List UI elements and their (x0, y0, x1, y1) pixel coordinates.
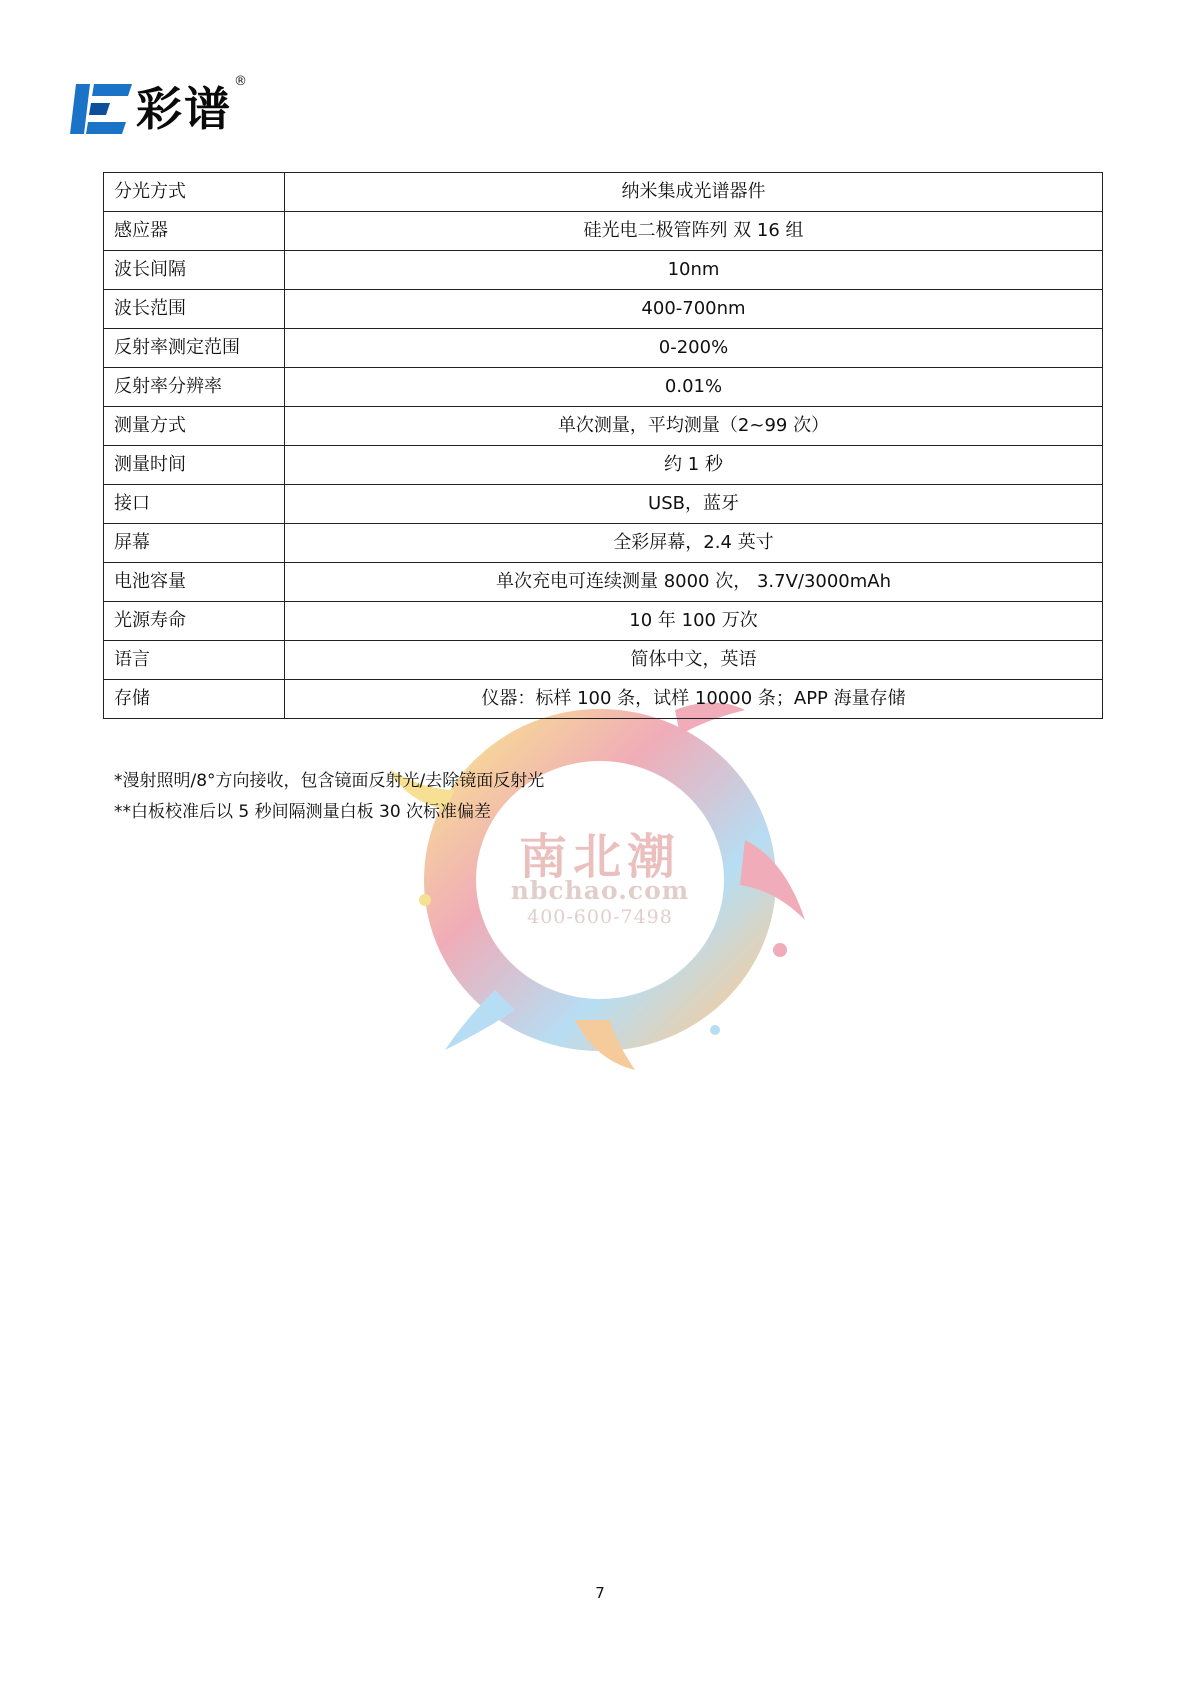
spec-value: USB，蓝牙 (285, 485, 1103, 524)
spec-label: 感应器 (104, 212, 285, 251)
spec-value: 单次充电可连续测量 8000 次， 3.7V/3000mAh (285, 563, 1103, 602)
brand-logo-mark-icon (70, 84, 132, 134)
spec-label: 存储 (104, 680, 285, 719)
table-row (104, 251, 1103, 290)
spec-value: 硅光电二极管阵列 双 16 组 (285, 212, 1103, 251)
spec-value: 纳米集成光谱器件 (285, 173, 1103, 212)
table-row (104, 212, 1103, 251)
footnotes (114, 766, 544, 828)
spec-label: 测量方式 (104, 407, 285, 446)
spec-table (103, 172, 1103, 719)
table-row (104, 368, 1103, 407)
spec-value: 400-700nm (285, 290, 1103, 329)
table-row (104, 563, 1103, 602)
table-row (104, 485, 1103, 524)
spec-value: 单次测量，平均测量（2~99 次） (285, 407, 1103, 446)
page-number: 7 (595, 1584, 605, 1602)
spec-label: 分光方式 (104, 173, 285, 212)
table-row (104, 290, 1103, 329)
spec-label: 电池容量 (104, 563, 285, 602)
spec-value: 0-200% (285, 329, 1103, 368)
table-row (104, 680, 1103, 719)
watermark-name: 南北潮 (518, 829, 681, 885)
spec-label: 反射率测定范围 (104, 329, 285, 368)
spec-value: 10 年 100 万次 (285, 602, 1103, 641)
spec-label: 语言 (104, 641, 285, 680)
spec-label: 波长间隔 (104, 251, 285, 290)
table-row (104, 446, 1103, 485)
spec-value: 全彩屏幕，2.4 英寸 (285, 524, 1103, 563)
table-row (104, 173, 1103, 212)
table-row (104, 524, 1103, 563)
spec-label: 接口 (104, 485, 285, 524)
registered-mark: ® (234, 74, 247, 89)
watermark-phone: 400-600-7498 (527, 906, 673, 928)
watermark-url: nbchao.com (510, 876, 690, 905)
spec-value: 0.01% (285, 368, 1103, 407)
spec-label: 屏幕 (104, 524, 285, 563)
spec-label: 反射率分辨率 (104, 368, 285, 407)
table-row (104, 641, 1103, 680)
spec-value: 约 1 秒 (285, 446, 1103, 485)
brand-logo (70, 72, 247, 134)
spec-label: 光源寿命 (104, 602, 285, 641)
table-row (104, 602, 1103, 641)
brand-name: 彩谱 (136, 82, 232, 136)
table-row (104, 407, 1103, 446)
watermark (385, 690, 815, 1070)
spec-label: 测量时间 (104, 446, 285, 485)
spec-value: 10nm (285, 251, 1103, 290)
footnote-repeatability: **白板校准后以 5 秒间隔测量白板 30 次标准偏差 (114, 802, 492, 822)
footnote-measurement-geometry: *漫射照明/8°方向接收，包含镜面反射光/去除镜面反射光 (114, 771, 545, 791)
spec-value: 简体中文，英语 (285, 641, 1103, 680)
table-row (104, 329, 1103, 368)
spec-label: 波长范围 (104, 290, 285, 329)
spec-value: 仪器：标样 100 条，试样 10000 条；APP 海量存储 (285, 680, 1103, 719)
